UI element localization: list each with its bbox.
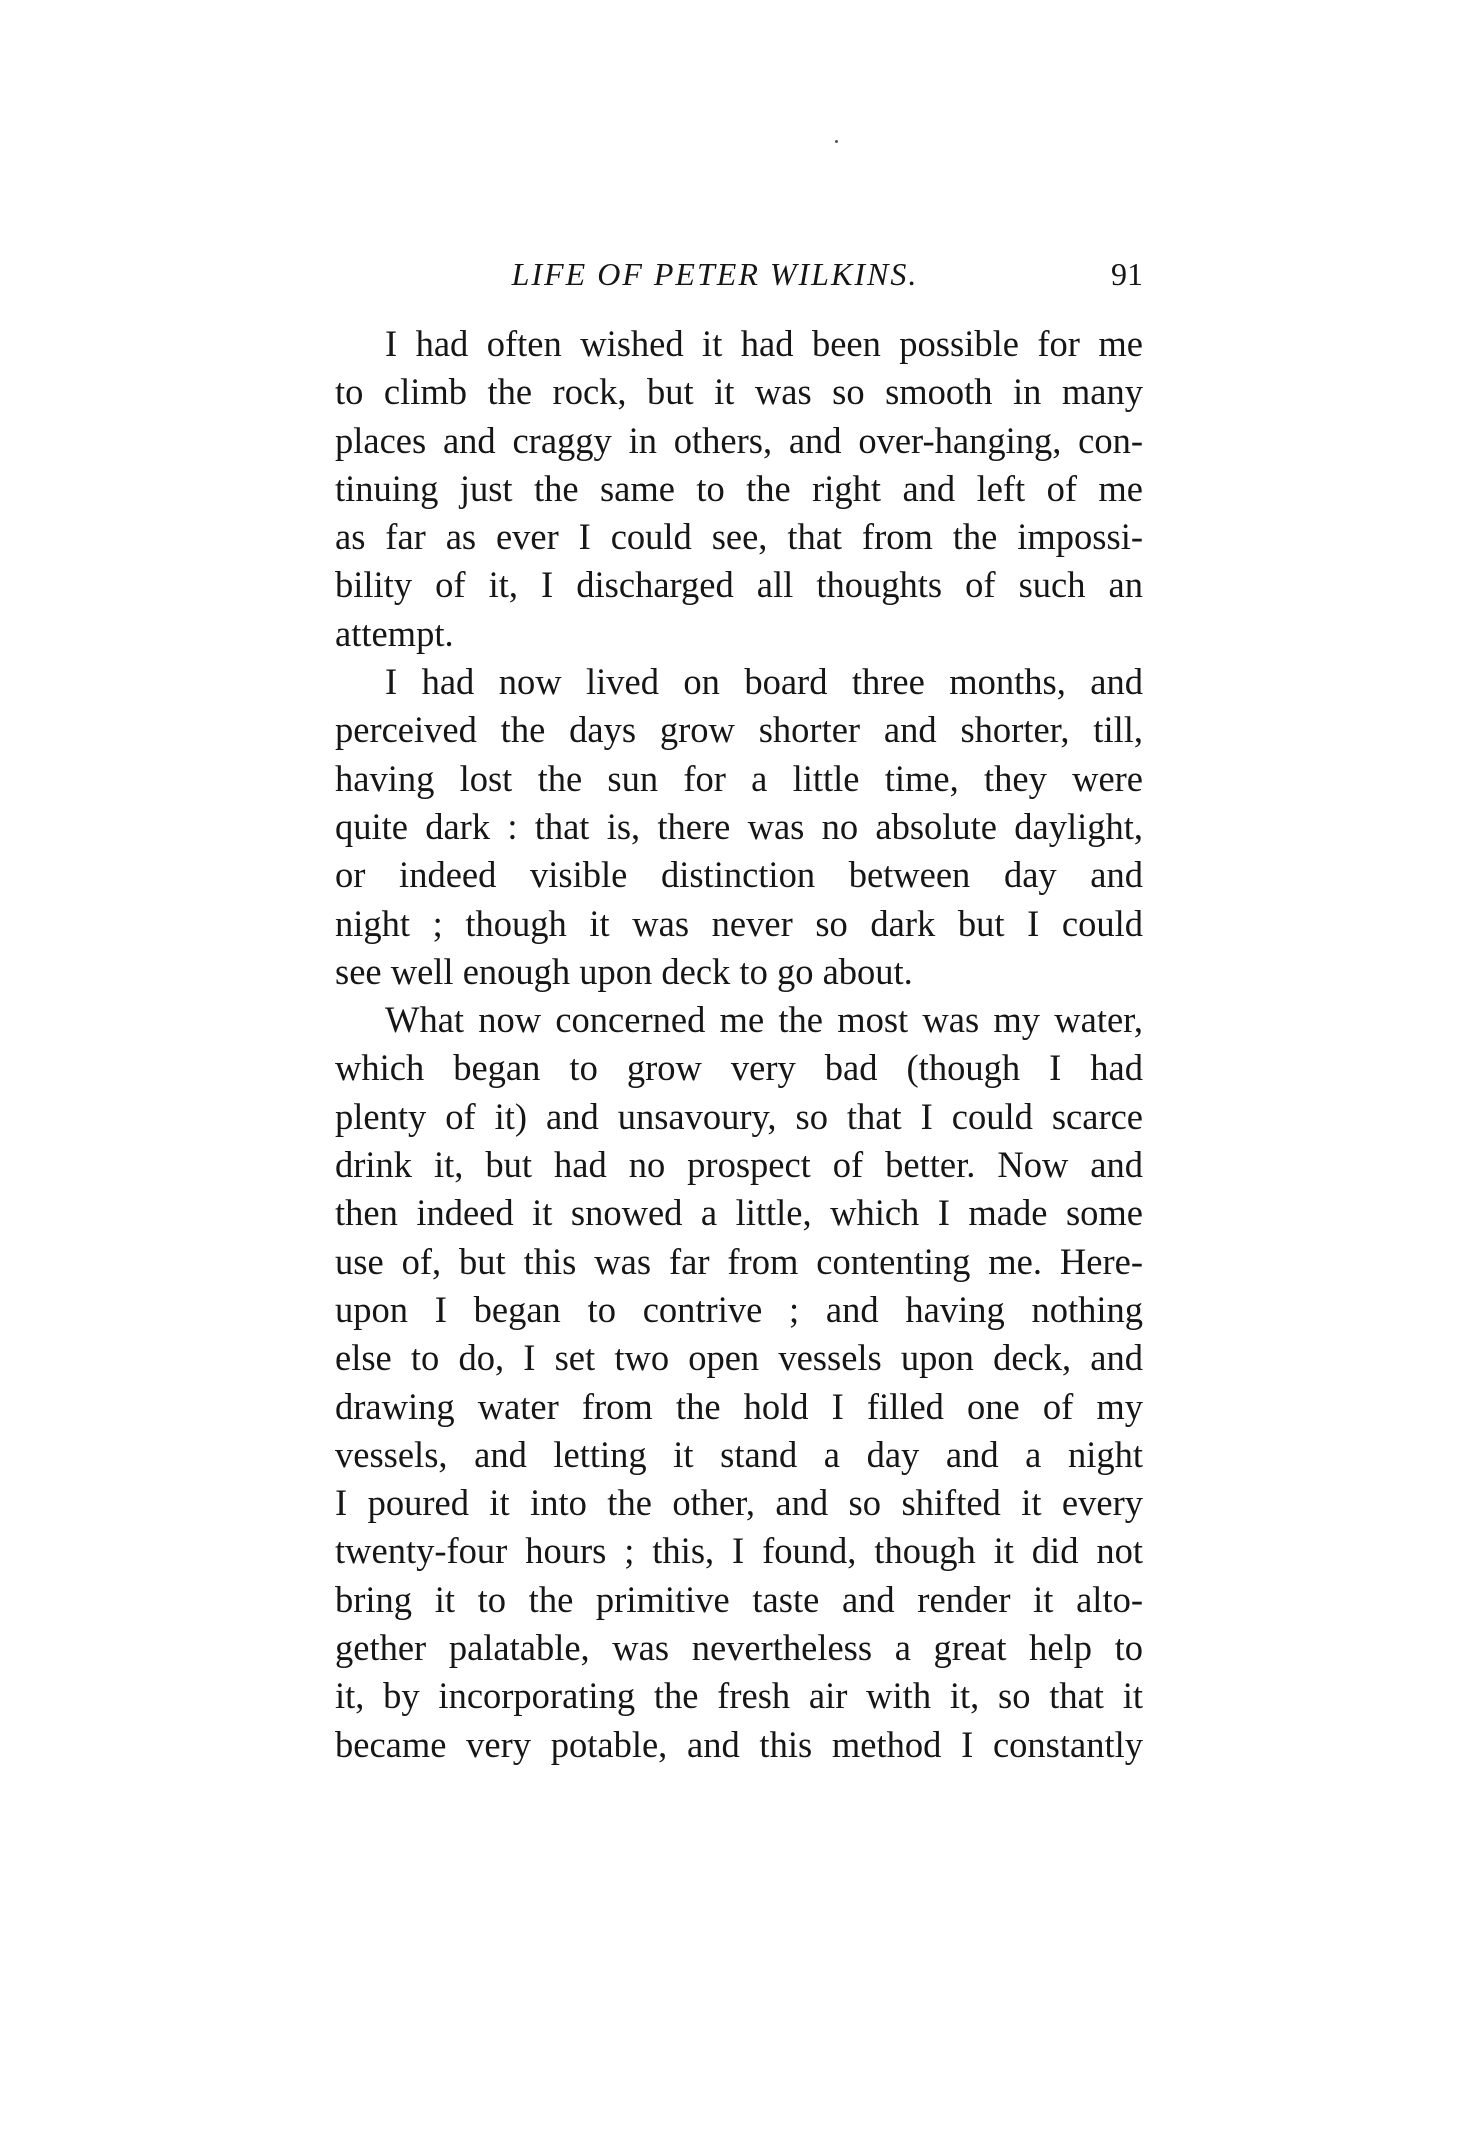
text-line: I had now lived on board three months, and (385, 661, 1143, 703)
text-line: plenty of it) and unsavoury, so that I could scarce (335, 1095, 1143, 1137)
body-text (335, 320, 1143, 1769)
text-line: which began to grow very bad (though I had (335, 1047, 1143, 1089)
text-line: to climb the rock, but it was so smooth in many (335, 371, 1143, 413)
text-line: twenty-four hours ; this, I found, though it did not (335, 1530, 1143, 1572)
text-line: places and craggy in others, and over-hanging, con- (335, 419, 1143, 461)
text-line: became very potable, and this method I constantly (335, 1723, 1143, 1765)
text-line: having lost the sun for a little time, they were (335, 757, 1143, 799)
text-line: upon I began to contrive ; and having nothing (335, 1288, 1143, 1330)
text-line: attempt. (335, 612, 454, 654)
text-line: What now concerned me the most was my water, (385, 999, 1143, 1041)
page-header (335, 250, 1143, 300)
paragraph-2 (335, 658, 1143, 996)
text-line: tinuing just the same to the right and left of me (335, 467, 1143, 509)
text-line: quite dark : that is, there was no absolute daylight, (335, 805, 1143, 847)
text-line: then indeed it snowed a little, which I made some (335, 1192, 1143, 1234)
text-line: I had often wished it had been possible for me (385, 323, 1143, 364)
text-line: vessels, and letting it stand a day and a night (335, 1433, 1143, 1475)
text-line: use of, but this was far from contenting me. Here- (335, 1240, 1143, 1282)
text-line: bility of it, I discharged all thoughts of such an (335, 564, 1143, 606)
text-line: I poured it into the other, and so shifted it every (335, 1482, 1143, 1524)
text-line: drawing water from the hold I filled one of my (335, 1385, 1143, 1427)
text-line: it, by incorporating the fresh air with it, so that it (335, 1675, 1143, 1717)
text-line: drink it, but had no prospect of better. Now and (335, 1144, 1143, 1186)
text-line: night ; though it was never so dark but I could (335, 902, 1143, 944)
paragraph-1 (335, 320, 1143, 658)
text-line: gether palatable, was nevertheless a great help to (335, 1627, 1143, 1669)
text-line: bring it to the primitive taste and render it alto- (335, 1578, 1143, 1620)
text-line: perceived the days grow shorter and shorter, till, (335, 709, 1143, 751)
text-line: else to do, I set two open vessels upon deck, and (335, 1337, 1143, 1379)
text-line: see well enough upon deck to go about. (335, 950, 913, 992)
running-title: LIFE OF PETER WILKINS. (511, 256, 919, 292)
text-line: as far as ever I could see, that from the impossi- (335, 516, 1143, 558)
page-number: 91 (1111, 256, 1143, 292)
paragraph-3 (335, 996, 1143, 1769)
print-speck (835, 140, 838, 143)
text-line: or indeed visible distinction between day and (335, 854, 1143, 896)
